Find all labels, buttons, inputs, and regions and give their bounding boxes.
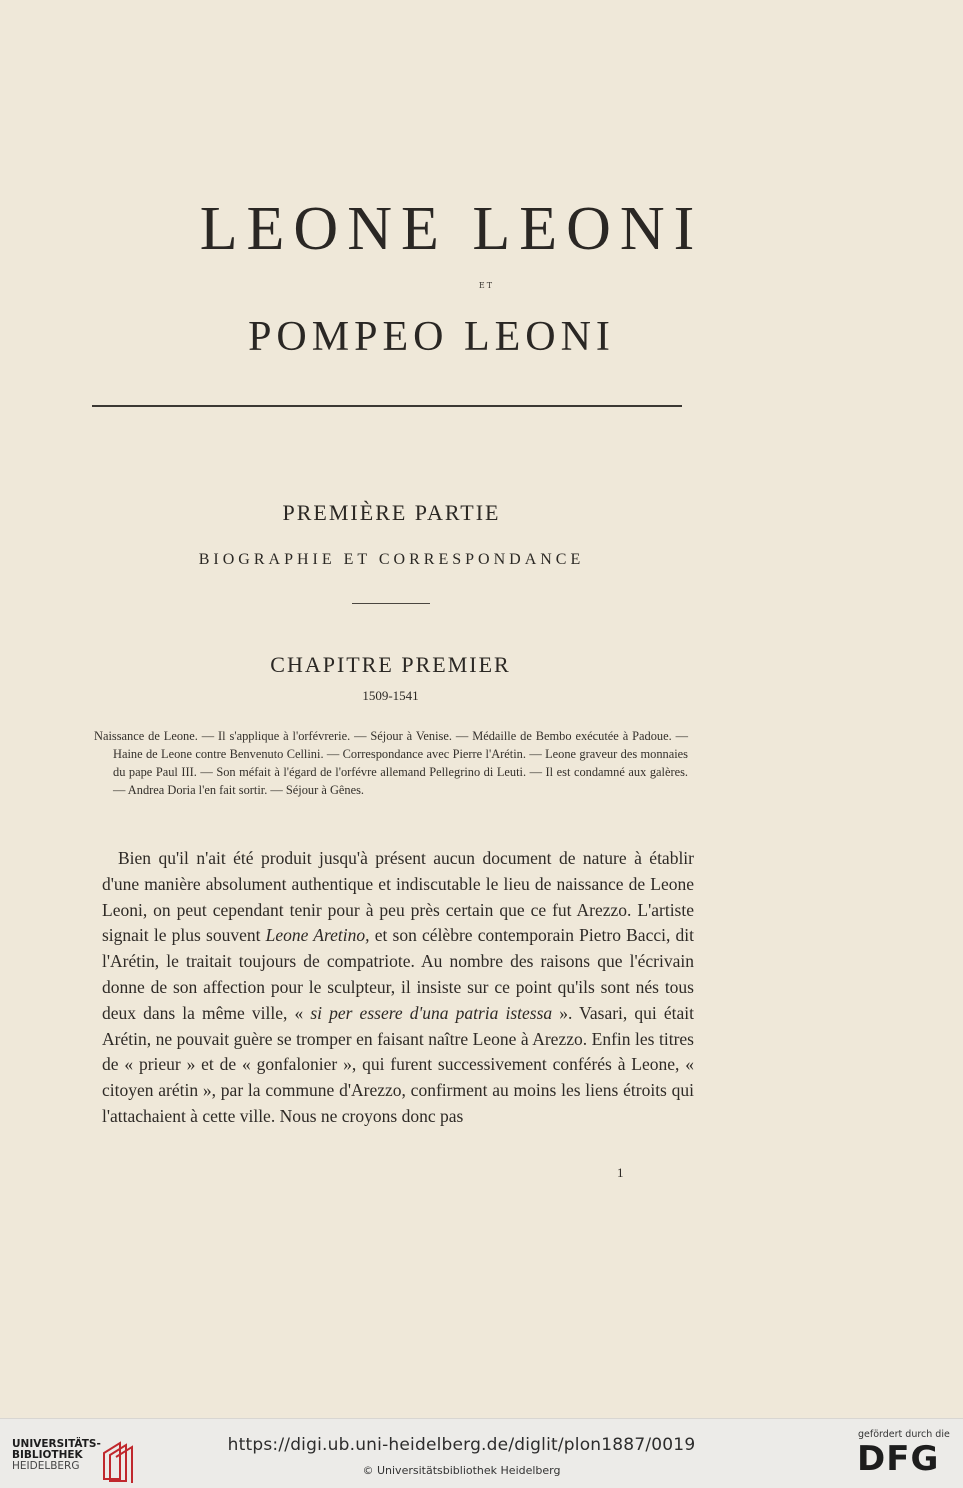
body-text-run: et son célèbre contemporain Pietro Bacci, dit l'Arétin, le traitait toujours de compatriote. Au nombre des raisons que l'écrivain donne de son affection pour le sculpteur, il insiste sur ce point qu'ils sont nés tous deux dans la même ville, « <box>102 925 695 1023</box>
library-name-line3: HEIDELBERG <box>12 1460 80 1472</box>
title-rule <box>92 405 682 407</box>
body-text <box>102 846 694 1130</box>
second-title: POMPEO LEONI <box>248 314 615 360</box>
chapter-summary <box>94 727 688 799</box>
copyright-notice: © Universitätsbibliothek Heidelberg <box>362 1464 561 1477</box>
library-name-line2: BIBLIOTHEK <box>12 1449 83 1461</box>
section-divider <box>352 603 430 604</box>
body-text-run: ». Vasari, qui était Arétin, ne pouvait guère se tromper en faisant naître Leone à Arezzo. Enfin les titres de « prieur » et de « gonfalonier », qui furent successivement conférés à Leone, « citoyen arétin », par la commune d'Arezzo, confirment au moins les liens étroits qui l'attachaient à cette ville. Nous ne croyons donc pas <box>102 1002 694 1126</box>
part-title: PREMIÈRE PARTIE <box>282 500 501 525</box>
permalink-url[interactable]: https://digi.ub.uni-heidelberg.de/diglit/plon1887/0019 <box>227 1435 696 1455</box>
page-number: 1 <box>617 1165 624 1180</box>
part-subtitle: BIOGRAPHIE ET CORRESPONDANCE <box>198 551 585 568</box>
chapter-title: CHAPITRE PREMIER <box>270 652 511 677</box>
body-paragraph <box>102 846 694 1130</box>
chapter-dates: 1509-1541 <box>362 688 419 703</box>
dfg-logo[interactable]: DFG <box>857 1439 940 1479</box>
title-conjunction: ET <box>478 281 495 290</box>
body-italic-run: si per essere d'una patria istessa <box>310 1002 553 1023</box>
body-text-run: Bien qu'il n'ait été produit jusqu'à présent aucun document de nature à établir d'une manière absolument authentique et indiscutable le lieu de naissance de Leone Leoni, on peut cependant tenir pour à peu près certain que ce fut Arezzo. L'artiste signait le plus souvent <box>102 848 694 946</box>
body-italic-run: Leone Aretino, <box>265 925 370 946</box>
main-title: LEONE LEONI <box>199 195 704 263</box>
funding-label: gefördert durch die <box>858 1429 950 1440</box>
viewer-footer <box>0 1418 963 1488</box>
chapter-summary-text: Naissance de Leone. — Il s'applique à l'orfévrerie. — Séjour à Venise. — Médaille de Bembo exécutée à Padoue. — Haine de Leone contre Benvenuto Cellini. — Correspondance avec Pierre l'Arétin. — Leone graveur des monnaies du pape Paul III. — Son méfait à l'égard de l'orfévre allemand Pellegrino di Leuti. — Il est condamné aux galères. — Andrea Doria l'en fait sortir. — Séjour à Gênes. <box>94 729 688 797</box>
library-name-line1: UNIVERSITÄTS- <box>12 1438 101 1450</box>
